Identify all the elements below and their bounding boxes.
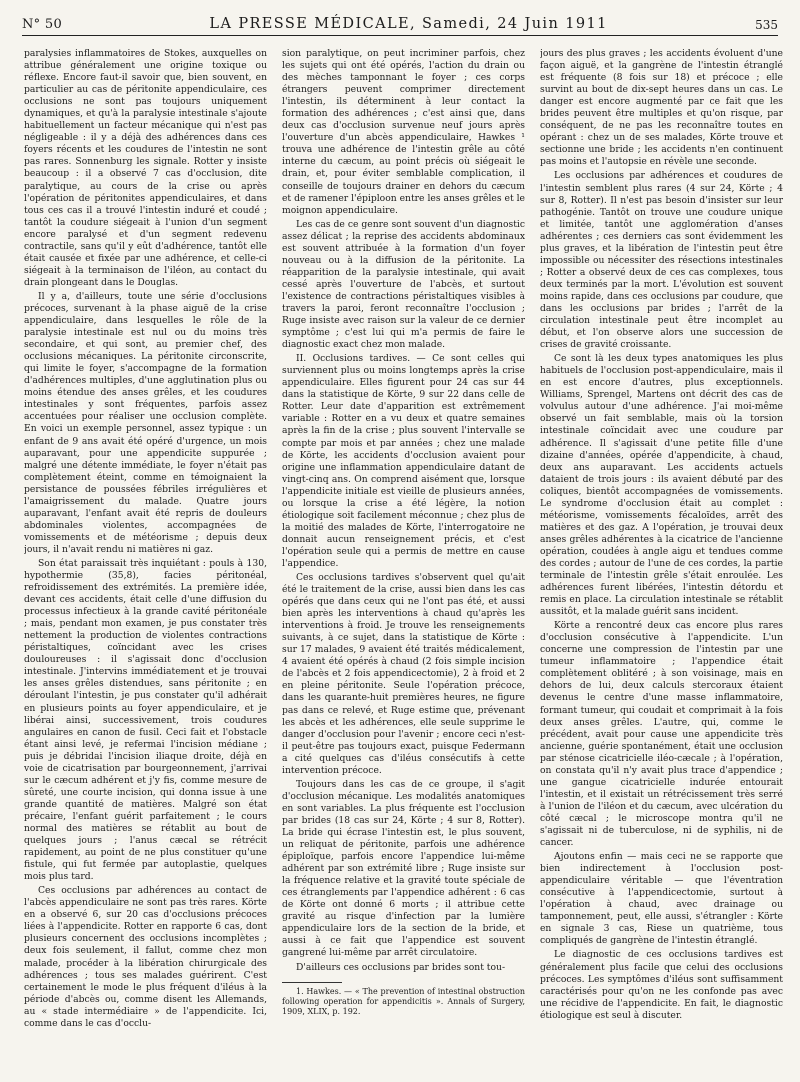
section-heading-paragraph: II. Occlusions tardives. — Ce sont celles qui surviennent plus ou moins longtemps après la crise appendiculaire. Elles figurent pour 24 cas sur 44 dans la statistique de Körte, 9 sur 22 dans celle de Rotter. Leur date d'apparition est extrêmement variable : Rotter en a vu deux et quatre semaines après la fin de la crise ; plus souvent l'intervalle se compte par mois et par années ; chez une malade de Körte, les accidents d'occlusion avaient pour origine une inflammation appendiculaire datant de vingt-cinq ans. On comprend aisément que, lorsque l'appendicite initiale est vieille de plusieurs années, ou lorsque la crise a été légère, la notion étiologique soit facilement méconnue ; chez plus de la moitié des malades de Körte, l'interrogatoire ne donnait aucun renseignement précis, et c'est l'opération seule qui a permis de mettre en cause l'appendice. bbox=[282, 353, 525, 569]
paragraph: paralysies inflammatoires de Stokes, auxquelles on attribue généralement une origine toxique ou réflexe. Encore faut-il savoir que, bien souvent, en particulier au cas de péritonite appendiculaire, ces occlusions ne sont pas toujours uniquement dynamiques, et qu'à la paralysie intestinale s'ajoute habituellement un facteur mécanique qui n'est pas négligeable : il y a déjà des adhérences dans ces foyers récents et les coudures de l'intestin ne sont pas rares. Sonnenburg les signale. Rotter y insiste beaucoup : il a observé 7 cas d'occlusion, dite paralytique, au cours de la crise ou après l'opération de péritonites appendiculaires, et dans tous ces cas il a trouvé l'intestin induré et coudé ; tantôt la coudure siégeait à l'union d'un segment encore paralysé et d'un segment redevenu contractile, sans qu'il y eût d'adhérence, tantôt elle était causée et fixée par une adhérence, et celle-ci siégeait à la terminaison de l'iléon, au contact du drain plongeant dans le Douglas. bbox=[24, 48, 267, 288]
page-number: 535 bbox=[755, 18, 778, 32]
footnote-rule bbox=[282, 982, 342, 983]
paragraph: Körte a rencontré deux cas encore plus rares d'occlusion consécutive à l'appendicite. L'un concerne une compression de l'intestin par une tumeur inflammatoire ; l'appendice était complètement oblitéré ; à son voisinage, mais en dehors de lui, deux calculs stercoraux étaient devenus le centre d'une masse inflammatoire, formant tumeur, qui coudait et comprimait à la fois deux anses grêles. L'autre, qui, comme le précédent, avait pour cause une appendicite très ancienne, guérie spontanément, était une occlusion par sténose cicatricielle iléo-cæcale ; à l'opération, on constata qu'il n'y avait plus trace d'appendice ; une gangue cicatricielle indurée entourait l'intestin, et il existait un rétrécissement très serré à l'union de l'iléon et du cæcum, avec ulcération du côté cæcal ; le microscope montra qu'il ne s'agissait ni de tuberculose, ni de syphilis, ni de cancer. bbox=[540, 620, 783, 849]
paragraph: sion paralytique, on peut incriminer parfois, chez les sujets qui ont été opérés, l'action du drain ou des mèches tamponnant le foyer ; ces corps étrangers peuvent comprimer directement l'intestin, ils déterminent à leur contact la formation des adhérences ; c'est ainsi que, dans deux cas d'occlusion survenue neuf jours après l'ouverture d'un abcès appendiculaire, Hawkes ¹ trouva une adhérence de l'intestin grêle au côté interne du cæcum, au point précis où siégeait le drain, et, pour éviter semblable complication, il conseille de toujours drainer en dehors du cæcum et de ramener l'épiploon entre les anses grêles et le moignon appendiculaire. bbox=[282, 48, 525, 216]
journal-title: LA PRESSE MÉDICALE, Samedi, 24 Juin 1911 bbox=[209, 16, 608, 32]
paragraph: Le diagnostic de ces occlusions tardives est généralement plus facile que celui des occlusions précoces. Les symptômes d'iléus sont suffisamment caractérisés pour qu'on ne les confonde pas avec une récidive de l'appendicite. En fait, le diagnostic étiologique est seul à discuter. bbox=[540, 949, 783, 1021]
header-rule bbox=[22, 35, 778, 36]
column-right bbox=[540, 48, 783, 1076]
paragraph: Il y a, d'ailleurs, toute une série d'occlusions précoces, survenant à la phase aiguë de la crise appendiculaire, dans lesquelles le rôle de la paralysie intestinale est nul ou du moins très secondaire, et qui sont, au premier chef, des occlusions mécaniques. La péritonite circonscrite, qui limite le foyer, s'accompagne de la formation d'adhérences multiples, d'une agglutination plus ou moins étendue des anses grêles, et les coudures intestinales y sont fréquentes, parfois assez accentuées pour réaliser une occlusion complète. En voici un exemple personnel, assez typique : un enfant de 9 ans avait été opéré d'urgence, un mois auparavant, pour une appendicite suppurée ; malgré une détente immédiate, le foyer n'était pas complètement éteint, comme en témoignaient la persistance de poussées fébriles irrégulières et l'amaigrissement du malade. Quatre jours auparavant, l'enfant avait été repris de douleurs abdominales violentes, accompagnées de vomissements et de météorisme ; depuis deux jours, il n'avait rendu ni matières ni gaz. bbox=[24, 290, 267, 555]
footnote: 1. Hawkes. — « The prevention of intestinal obstruction following operation for appendicitis ». Annals of Surgery, 1909, XLIX, p. 192. bbox=[282, 986, 525, 1016]
paragraph: Ajoutons enfin — mais ceci ne se rapporte que bien indirectement à l'occlusion post-appendiculaire véritable — que l'éventration consécutive à l'appendicectomie, surtout à l'opération à chaud, avec drainage ou tamponnement, peut, elle aussi, s'étrangler : Körte en signale 3 cas, Riese un quatrième, tous compliqués de gangrène de l'intestin étranglé. bbox=[540, 851, 783, 947]
paragraph: jours des plus graves ; les accidents évoluent d'une façon aiguë, et la gangrène de l'intestin étranglé est fréquente (8 fois sur 18) et précoce ; elle survint au bout de dix-sept heures dans un cas. Le danger est encore augmenté par ce fait que les brides peuvent être multiples et qu'on risque, par conséquent, de ne pas les reconnaître toutes en opérant : chez un de ses malades, Körte trouve et sectionne une bride ; les accidents n'en continuent pas moins et l'autopsie en révèle une seconde. bbox=[540, 48, 783, 168]
paragraph: Les cas de ce genre sont souvent d'un diagnostic assez délicat ; la reprise des accidents abdominaux est souvent attribuée à la formation d'un foyer nouveau ou à la diffusion de la péritonite. La réapparition de la paralysie intestinale, qui avait cessé après l'ouverture de l'abcès, et surtout l'existence de contractions péristaltiques visibles à travers la paroi, feront reconnaître l'occlusion ; Ruge insiste avec raison sur la valeur de ce dernier symptôme ; c'est lui qui m'a permis de faire le diagnostic exact chez mon malade. bbox=[282, 218, 525, 351]
page-header bbox=[22, 8, 778, 32]
paragraph: Ce sont là les deux types anatomiques les plus habituels de l'occlusion post-appendiculaire, mais il en est encore d'autres, plus exceptionnels. Williams, Sprengel, Martens ont décrit des cas de volvulus autour d'une adhérence. J'ai moi-même observé un fait semblable, mais où la torsion intestinale coïncidait avec une coudure par adhérence. Il s'agissait d'une petite fille d'une dizaine d'années, opérée d'appendicite, à chaud, deux ans auparavant. Les accidents actuels dataient de trois jours : ils avaient débuté par des coliques, bientôt accompagnées de vomissements. Le syndrome d'occlusion était au complet : météorisme, vomissements fécaloïdes, arrêt des matières et des gaz. A l'opération, je trouvai deux anses grêles adhérentes à la cicatrice de l'ancienne opération, coudées à angle aigu et tendues comme des cordes ; autour de l'une de ces cordes, la partie terminale de l'intestin grêle s'était enroulée. Les adhérences furent libérées, l'intestin détordu et remis en place. La circulation intestinale se rétablit aussitôt, et la malade guérit sans incident. bbox=[540, 353, 783, 618]
paragraph: Son état paraissait très inquiétant : pouls à 130, hypothermie (35,8), facies péritonéal, refroidissement des extrémités. La première idée, devant ces accidents, était celle d'une diffusion du processus infectieux à la grande cavité péritonéale ; mais, pendant mon examen, je pus constater très nettement la production de violentes contractions péristaltiques, coïncidant avec les crises douloureuses : il s'agissait donc d'occlusion intestinale. J'intervins immédiatement et je trouvai les anses grêles distendues, sans péritonite ; en déroulant l'intestin, je pus constater qu'il adhérait en plusieurs points au foyer appendiculaire, et je libérai ainsi, successivement, trois coudures angulaires en canon de fusil. Ceci fait et l'obstacle étant ainsi levé, je refermai l'incision médiane ; puis je débridai l'incision iliaque droite, déjà en voie de cicatrisation par bourgeonnement, j'arrivai sur le cæcum adhérent et j'y fis, comme mesure de sûreté, une courte incision, qui donna issue à une grande quantité de matières. Malgré son état précaire, l'enfant guérit parfaitement ; le cours normal des matières se rétablit au bout de quelques jours ; l'anus cæcal se rétrécit rapidement, au point de ne plus constituer qu'une fistule, qui fut fermée par autoplastie, quelques mois plus tard. bbox=[24, 557, 267, 883]
issue-number: N° 50 bbox=[22, 17, 63, 32]
paragraph: Ces occlusions par adhérences au contact de l'abcès appendiculaire ne sont pas très rares. Körte en a observé 6, sur 20 cas d'occlusions précoces liées à l'appendicite. Rotter en rapporte 6 cas, dont plusieurs concernent des occlusions incomplètes ; deux fois seulement, il fallut, comme chez mon malade, procéder à la libération chirurgicale des adhérences ; tous ses malades guérirent. C'est certainement le mode le plus fréquent d'iléus à la période d'abcès ou, comme disent les Allemands, au « stade intermédiaire » de l'appendicite. Ici, comme dans le cas d'occlu- bbox=[24, 885, 267, 1029]
paragraph: Ces occlusions tardives s'observent quel qu'ait été le traitement de la crise, aussi bien dans les cas opérés que dans ceux qui ne l'ont pas été, et aussi bien après les interventions à chaud qu'après les interventions à froid. Je trouve les renseignements suivants, à ce sujet, dans la statistique de Körte : sur 17 malades, 9 avaient été traités médicalement, 4 avaient été opérés à chaud (2 fois simple incision de l'abcès et 2 fois appendicectomie), 2 à froid et 2 en pleine péritonite. Seule l'opération précoce, dans les quarante-huit premières heures, ne figure pas dans ce relevé, et Ruge estime que, prévenant les abcès et les adhérences, elle seule supprime le danger d'occlusion pour l'avenir ; encore ceci n'est-il peut-être pas toujours exact, puisque Federmann a cité quelques cas d'iléus consécutifs à cette intervention précoce. bbox=[282, 572, 525, 776]
paragraph: D'ailleurs ces occlusions par brides sont tou- bbox=[296, 961, 506, 973]
column-middle bbox=[282, 48, 525, 1076]
column-left bbox=[24, 48, 267, 1076]
paragraph: Les occlusions par adhérences et coudures de l'intestin semblent plus rares (4 sur 24, Körte ; 4 sur 8, Rotter). Il n'est pas besoin d'insister sur leur pathogénie. Tantôt on trouve une coudure unique et limitée, tantôt une agglomération d'anses adhérentes ; ces derniers cas sont évidemment les plus graves, et la libération de l'intestin peut être impossible ou nécessiter des résections intestinales ; Rotter a observé deux de ces cas complexes, tous deux terminés par la mort. L'évolution est souvent moins rapide, dans ces occlusions par coudure, que dans les occlusions par brides ; l'arrêt de la circulation intestinale peut être incomplet au début, et l'on observe alors une succession de crises de gravité croissante. bbox=[540, 170, 783, 351]
paragraph: Toujours dans les cas de ce groupe, il s'agit d'occlusion mécanique. Les modalités anatomiques en sont variables. La plus fréquente est l'occlusion par brides (18 cas sur 24, Körte ; 4 sur 8, Rotter). La bride qui écrase l'intestin est, le plus souvent, un reliquat de péritonite, parfois une adhérence épiploïque, parfois encore l'appendice lui-même adhérent par son extrémité libre ; Ruge insiste sur la fréquence relative et la gravité toute spéciale de ces étranglements par l'appendice adhérent : 6 cas de Körte ont donné 6 morts ; il attribue cette gravité au risque d'infection par la lumière appendiculaire lors de la section de la bride, et aussi à ce fait que l'appendice est souvent gangrené lui-même par arrêt circulatoire. bbox=[282, 778, 525, 959]
